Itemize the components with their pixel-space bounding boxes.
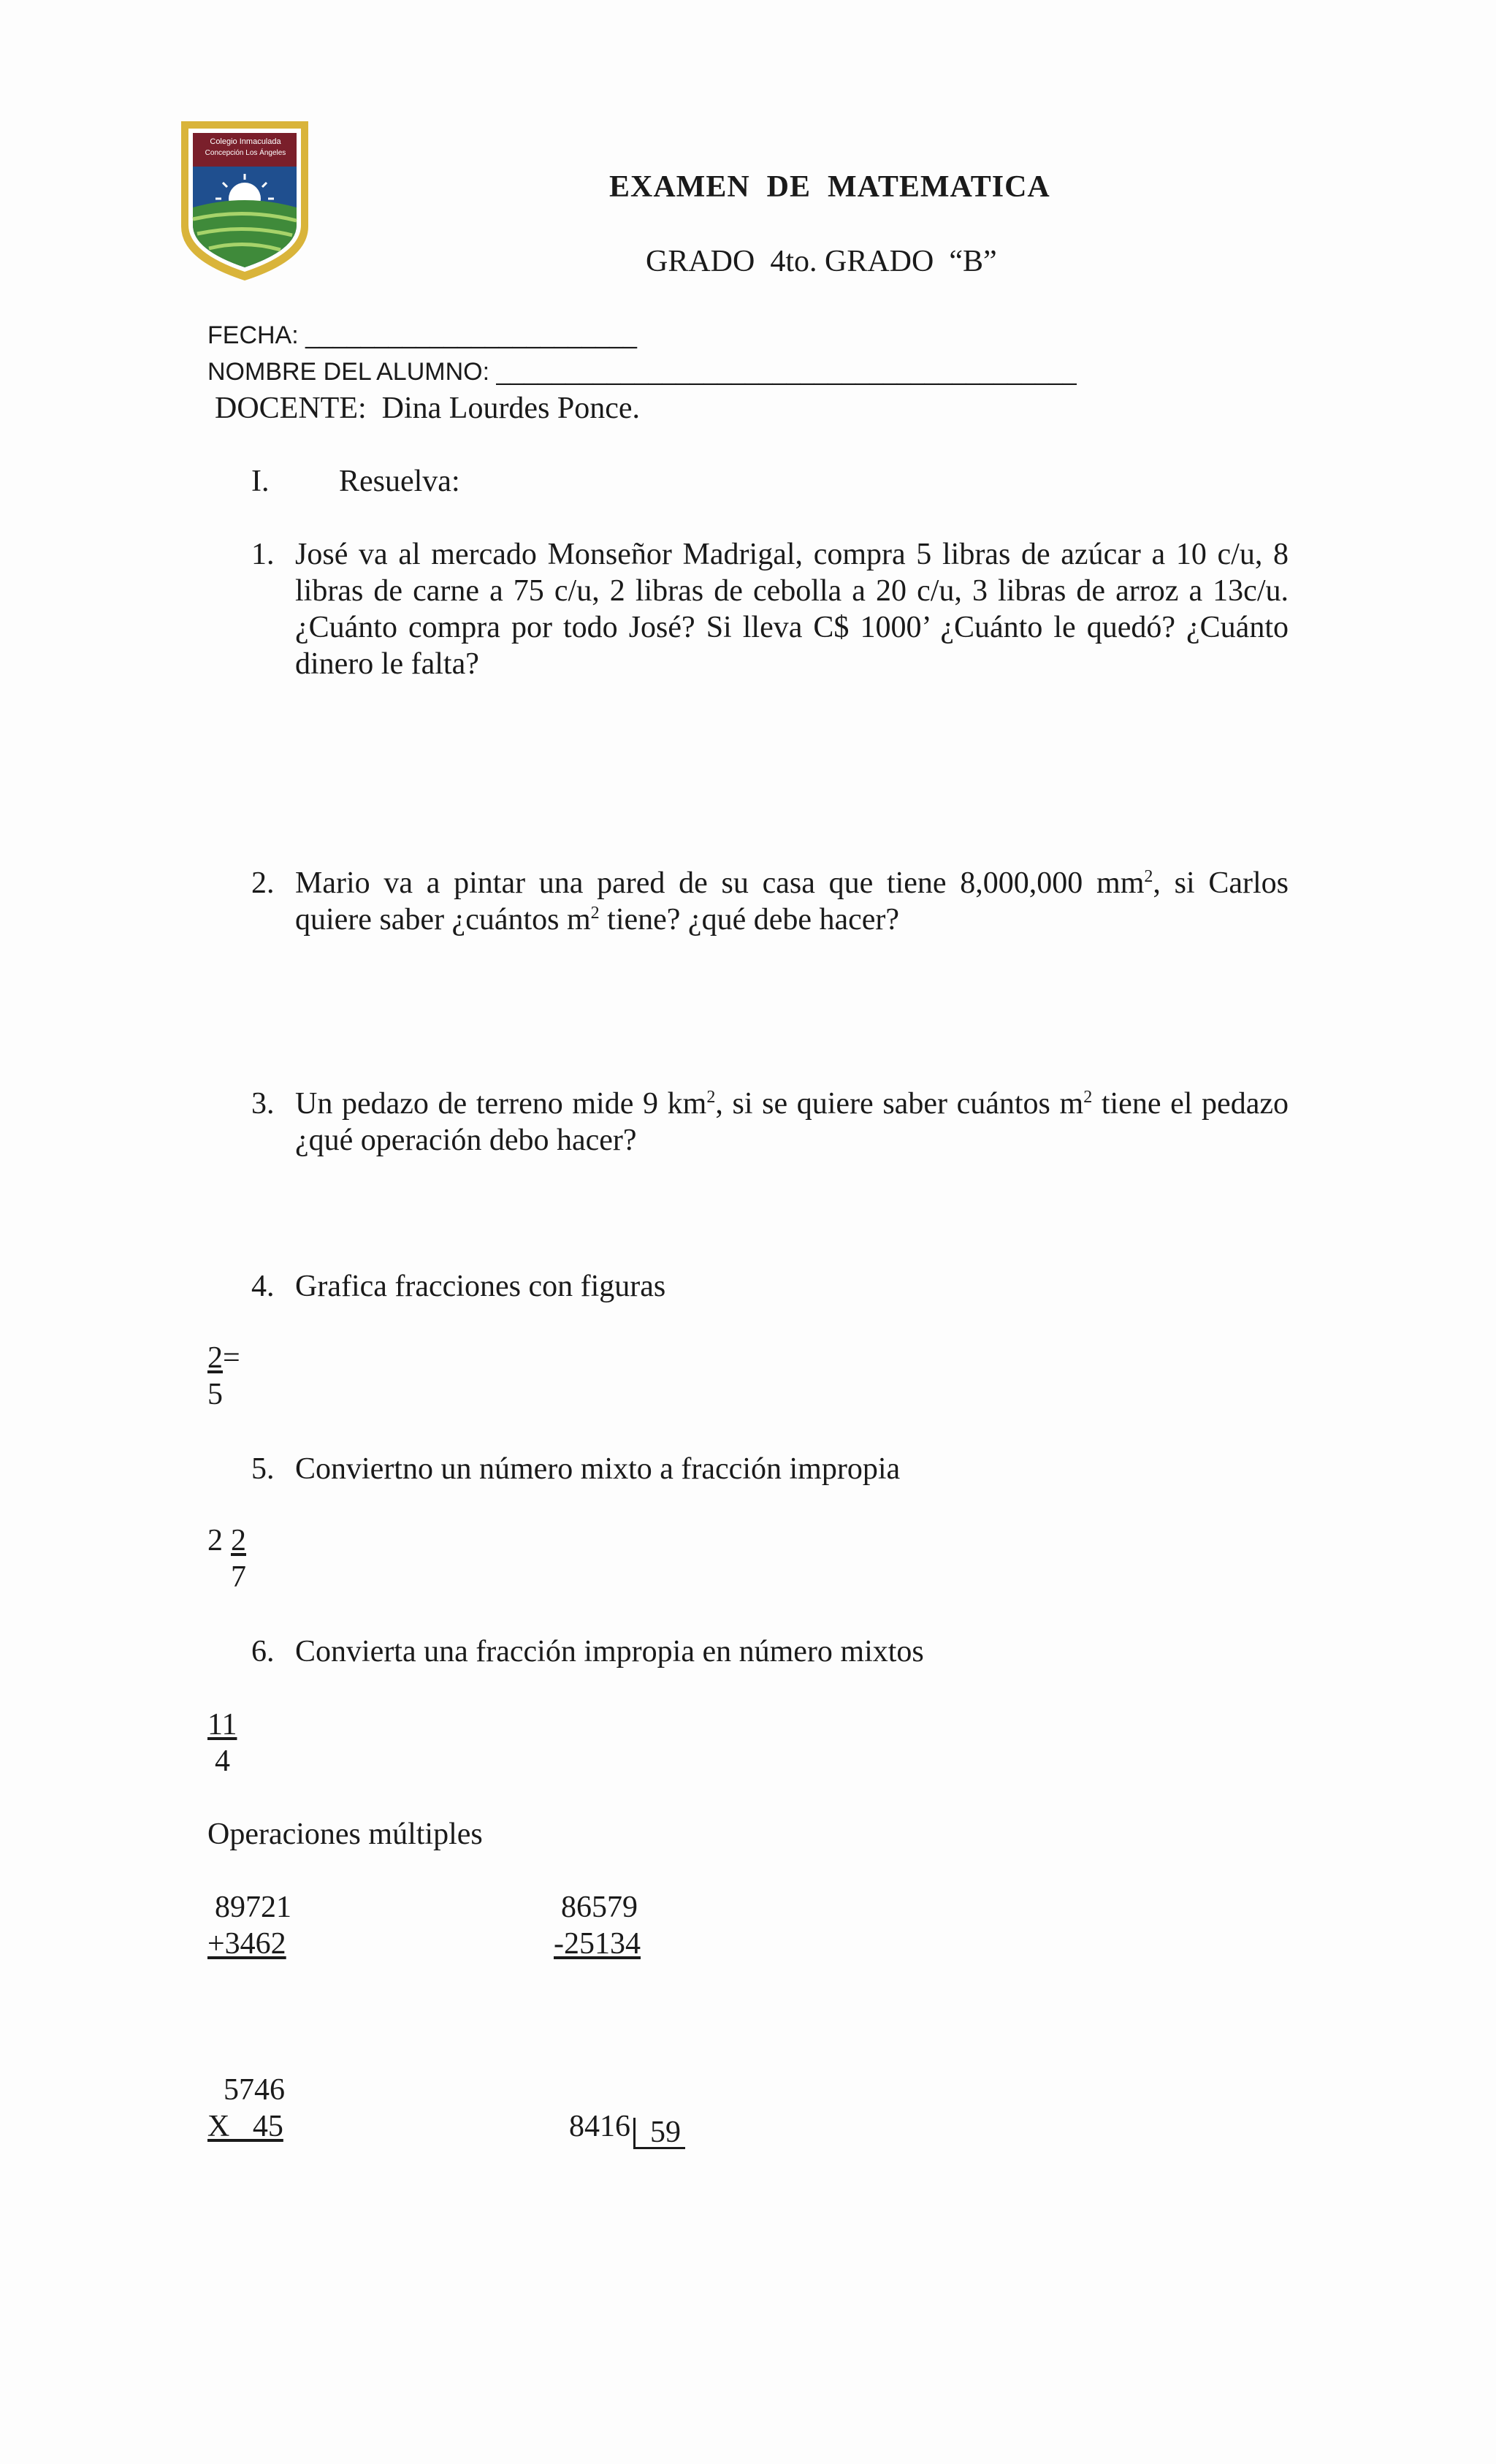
- teacher-name: DOCENTE: Dina Lourdes Ponce.: [215, 392, 641, 425]
- fraction-numerator: 2: [207, 1341, 223, 1375]
- subtraction-top: 86579: [561, 1891, 638, 1924]
- question-3-text: [295, 1086, 1289, 1159]
- logo-text-line1: Colegio Inmaculada: [210, 137, 281, 146]
- question-4-text: Grafica fracciones con figuras: [295, 1270, 666, 1303]
- student-name-field-label: NOMBRE DEL ALUMNO: __________________________________________: [207, 358, 1077, 386]
- question-2-text: [295, 865, 1289, 938]
- section-label: Resuelva:: [339, 465, 460, 498]
- division-bracket: [633, 2118, 685, 2149]
- question-3-text-part1: Un pedazo de terreno mide 9 km: [295, 1087, 707, 1121]
- division-dividend: 8416: [569, 2110, 630, 2143]
- mixed-number-whole: 2: [207, 1524, 223, 1557]
- question-4-number: 4.: [251, 1270, 275, 1303]
- fraction-2-5: [207, 1340, 240, 1376]
- date-field-label: FECHA: ________________________: [207, 321, 637, 349]
- addition-bottom: +3462: [207, 1927, 286, 1961]
- superscript: 2: [590, 904, 600, 923]
- question-3-text-part3: tiene el pedazo ¿qué operación debo hacer?: [295, 1087, 1289, 1157]
- fraction-denominator: 5: [207, 1378, 223, 1411]
- subtraction-bottom: -25134: [554, 1927, 641, 1961]
- logo-text-line2: Concepción Los Ángeles: [205, 149, 286, 157]
- question-2-text-part3: tiene? ¿qué debe hacer?: [599, 903, 900, 937]
- multiplication-bottom: X 45: [207, 2110, 283, 2143]
- operations-title: Operaciones múltiples: [207, 1818, 483, 1851]
- division-divisor: 59: [650, 2116, 681, 2149]
- question-2-text-part2: , si Carlos quiere saber ¿cuántos m: [295, 866, 1289, 937]
- question-5-number: 5.: [251, 1452, 275, 1486]
- superscript: 2: [1144, 867, 1153, 886]
- question-2-text-part1: Mario va a pintar una pared de su casa que tiene 8,000,000 mm: [295, 866, 1145, 900]
- question-2-number: 2.: [251, 866, 275, 900]
- mixed-number-numerator: 2: [231, 1524, 246, 1557]
- school-logo: [175, 117, 314, 285]
- mixed-number-denominator: 7: [231, 1560, 246, 1594]
- improper-fraction-numerator: 11: [207, 1708, 237, 1742]
- question-6-text: Convierta una fracción impropia en número mixtos: [295, 1635, 924, 1668]
- equals-sign: =: [223, 1341, 240, 1375]
- multiplication-top: 5746: [224, 2073, 285, 2107]
- division-problem: [554, 2072, 685, 2149]
- superscript: 2: [1083, 1088, 1093, 1107]
- question-3-text-part2: , si se quiere saber cuántos m: [715, 1087, 1084, 1121]
- grade-subtitle: GRADO 4to. GRADO “B”: [646, 245, 997, 278]
- question-1-text: José va al mercado Monseñor Madrigal, compra 5 libras de azúcar a 10 c/u, 8 libras de carne a 75 c/u, 2 libras de cebolla a 20 c/u, 3 libras de arroz a 13c/u. ¿Cuánto compra por todo José? Si lleva C$ 1000’ ¿Cuánto le quedó? ¿Cuánto dinero le falta?: [295, 538, 1289, 681]
- question-3-number: 3.: [251, 1087, 275, 1121]
- question-1-number: 1.: [251, 538, 275, 571]
- exam-title: EXAMEN DE MATEMATICA: [609, 170, 1050, 204]
- addition-top: 89721: [215, 1891, 291, 1924]
- question-6-number: 6.: [251, 1635, 275, 1668]
- superscript: 2: [706, 1088, 716, 1107]
- improper-fraction-denominator: 4: [215, 1744, 230, 1778]
- section-numeral: I.: [251, 465, 270, 498]
- question-5-text: Conviertno un número mixto a fracción impropia: [295, 1452, 901, 1486]
